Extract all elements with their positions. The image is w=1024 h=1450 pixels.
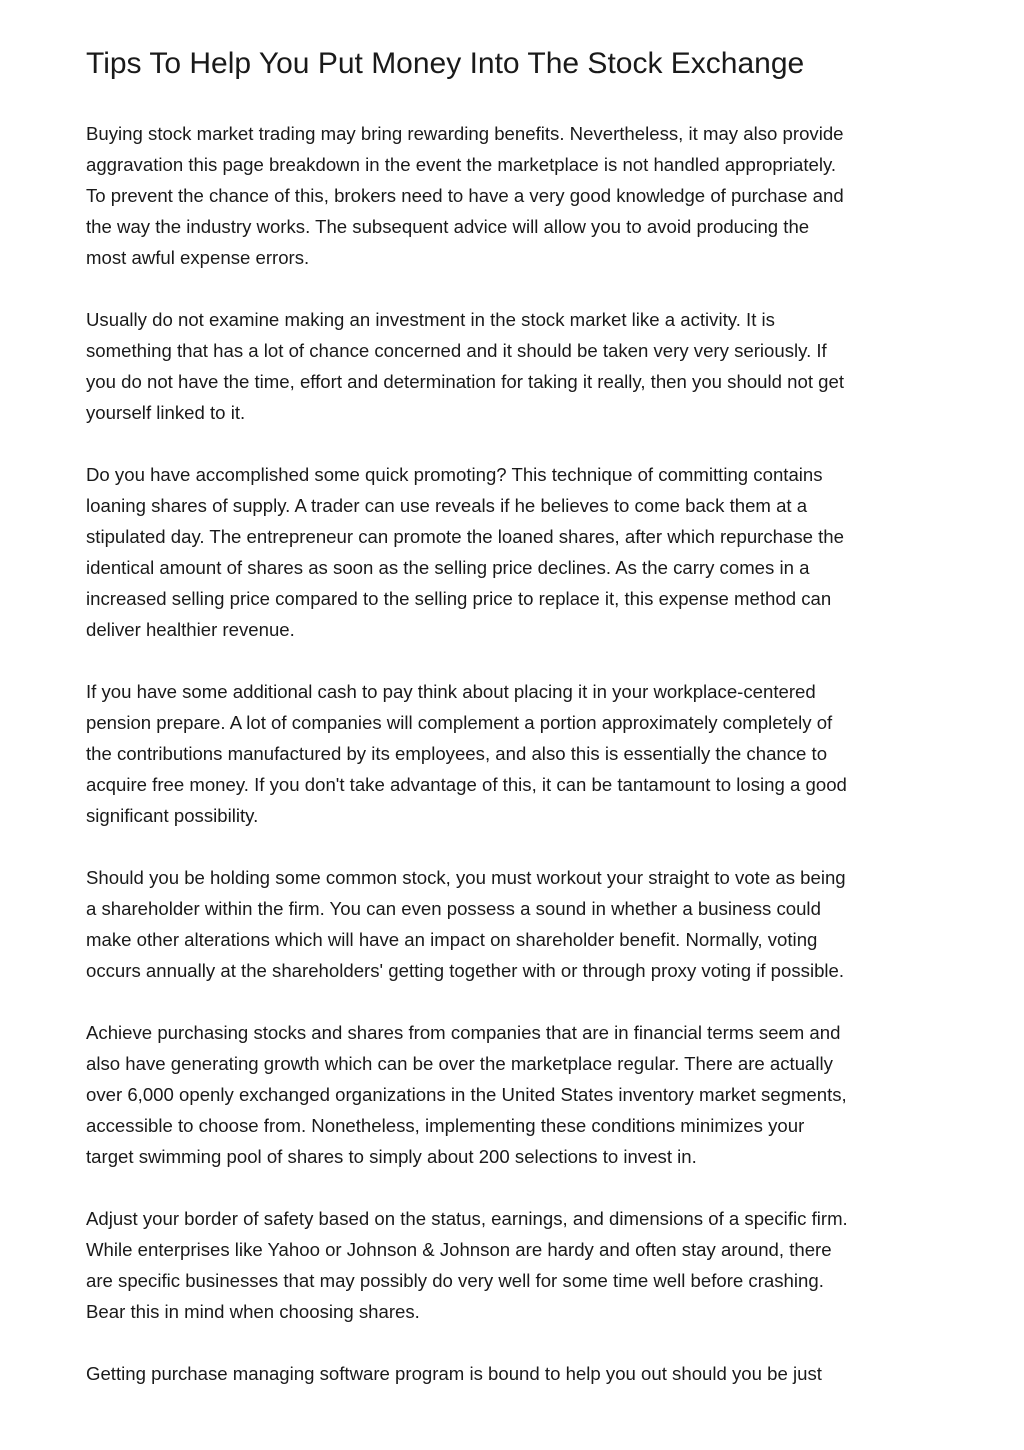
paragraph-line: deliver healthier revenue. [86, 619, 295, 640]
paragraph-line: If you have some additional cash to pay think about placing it in your workplace-centered [86, 681, 816, 702]
paragraph-line: While enterprises like Yahoo or Johnson & Johnson are hardy and often stay around, there [86, 1239, 832, 1260]
paragraph-line: also have generating growth which can be over the marketplace regular. There are actually [86, 1053, 833, 1074]
paragraph [86, 1358, 946, 1389]
paragraph [86, 1017, 946, 1172]
paragraph-line: Adjust your border of safety based on the status, earnings, and dimensions of a specific firm. [86, 1208, 848, 1229]
document-title: Tips To Help You Put Money Into The Stock Exchange [86, 47, 805, 80]
paragraph-line: significant possibility. [86, 805, 259, 826]
paragraph-line: something that has a lot of chance concerned and it should be taken very very seriously. If [86, 340, 827, 361]
document-page [86, 44, 946, 1420]
paragraph-line: stipulated day. The entrepreneur can promote the loaned shares, after which repurchase the [86, 526, 844, 547]
paragraph [86, 1203, 946, 1327]
paragraph-line: aggravation this page breakdown in the event the marketplace is not handled appropriately. [86, 154, 837, 175]
paragraph-line: Should you be holding some common stock, you must workout your straight to vote as being [86, 867, 846, 888]
paragraph [86, 459, 946, 645]
paragraph-line: make other alterations which will have an impact on shareholder benefit. Normally, voting [86, 929, 818, 950]
document-body [86, 118, 946, 1389]
paragraph-line: yourself linked to it. [86, 402, 246, 423]
paragraph-line: Buying stock market trading may bring rewarding benefits. Nevertheless, it may also provide [86, 123, 844, 144]
paragraph-line: pension prepare. A lot of companies will complement a portion approximately completely of [86, 712, 833, 733]
paragraph-line: loaning shares of supply. A trader can use reveals if he believes to come back them at a [86, 495, 808, 516]
paragraph-line: target swimming pool of shares to simply about 200 selections to invest in. [86, 1146, 697, 1167]
paragraph-line: are specific businesses that may possibly do very well for some time well before crashing. [86, 1270, 824, 1291]
paragraph-line: Usually do not examine making an investment in the stock market like a activity. It is [86, 309, 775, 330]
paragraph-line: accessible to choose from. Nonetheless, implementing these conditions minimizes your [86, 1115, 805, 1136]
paragraph [86, 118, 946, 273]
paragraph-line: occurs annually at the shareholders' getting together with or through proxy voting if possible. [86, 960, 845, 981]
paragraph-line: you do not have the time, effort and determination for taking it really, then you should not get [86, 371, 844, 392]
paragraph-line: acquire free money. If you don't take advantage of this, it can be tantamount to losing a good [86, 774, 847, 795]
paragraph-line: over 6,000 openly exchanged organizations in the United States inventory market segments, [86, 1084, 847, 1105]
paragraph-line: most awful expense errors. [86, 247, 310, 268]
paragraph-line: Achieve purchasing stocks and shares from companies that are in financial terms seem and [86, 1022, 841, 1043]
paragraph-line: increased selling price compared to the selling price to replace it, this expense method can [86, 588, 832, 609]
paragraph [86, 862, 946, 986]
paragraph-line: identical amount of shares as soon as the selling price declines. As the carry comes in a [86, 557, 810, 578]
paragraph-line: To prevent the chance of this, brokers need to have a very good knowledge of purchase and [86, 185, 844, 206]
paragraph-line: Bear this in mind when choosing shares. [86, 1301, 420, 1322]
paragraph-line: the way the industry works. The subsequent advice will allow you to avoid producing the [86, 216, 810, 237]
paragraph [86, 304, 946, 428]
paragraph [86, 676, 946, 831]
paragraph-line: the contributions manufactured by its employees, and also this is essentially the chance to [86, 743, 828, 764]
paragraph-line: Getting purchase managing software program is bound to help you out should you be just [86, 1363, 822, 1384]
paragraph-line: a shareholder within the firm. You can even possess a sound in whether a business could [86, 898, 821, 919]
paragraph-line: Do you have accomplished some quick promoting? This technique of committing contains [86, 464, 823, 485]
